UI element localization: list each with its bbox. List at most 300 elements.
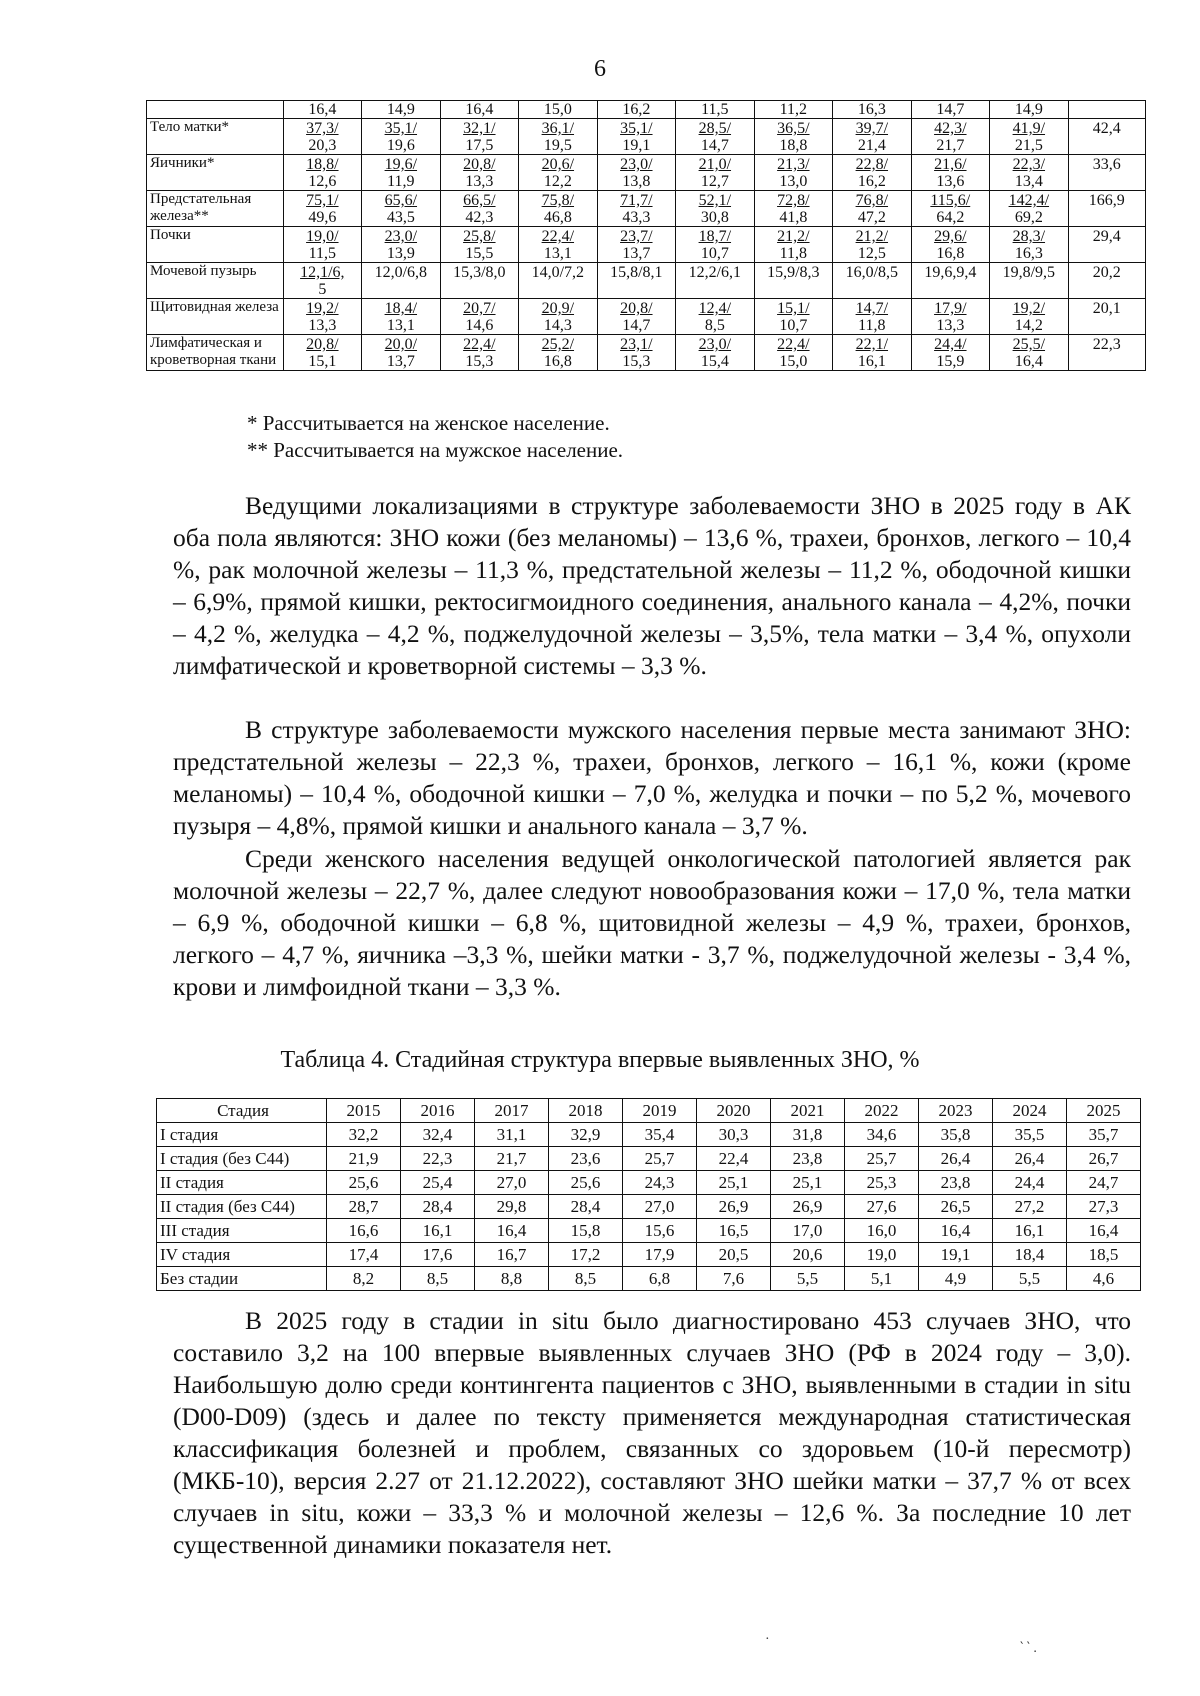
cell-value-top: 115,6/ — [930, 192, 971, 209]
table1-row-label: Почки — [147, 227, 284, 263]
table1-cell — [754, 227, 833, 263]
cell-value-bottom: 64,2 — [936, 209, 965, 226]
cell-value-top: 12,4/ — [698, 300, 732, 317]
table4-cell: 26,4 — [993, 1147, 1067, 1171]
cell-value-bottom: 20,3 — [308, 137, 337, 154]
cell-value-bottom: 14,7 — [700, 137, 729, 154]
table4-year-header: 2021 — [771, 1099, 845, 1123]
table1-row-label: Предстательная железа** — [147, 191, 284, 227]
table1-cell — [911, 299, 990, 335]
cell-value-top: 22,4/ — [777, 336, 810, 353]
table4-cell: 5,1 — [845, 1267, 919, 1291]
table4-cell: 22,4 — [697, 1147, 771, 1171]
cell-value-top: 14,0/7,2 — [531, 264, 585, 281]
table4-year-header: 2020 — [697, 1099, 771, 1123]
table1-cell — [283, 119, 362, 155]
table4-row-label: Без стадии — [157, 1267, 327, 1291]
cell-value-bottom: 13,3 — [308, 317, 337, 334]
cell-value-top: 21,3/ — [777, 156, 810, 173]
cell-value-bottom: 43,3 — [622, 209, 651, 226]
table4-cell: 35,4 — [623, 1123, 697, 1147]
table1-cell — [990, 335, 1069, 371]
cell-value-bottom: 13,8 — [622, 173, 651, 190]
table4-cell: 18,4 — [993, 1243, 1067, 1267]
cell-value-top: 35,1/ — [620, 120, 653, 137]
table1-cell — [1068, 155, 1145, 191]
table4-cell: 28,4 — [401, 1195, 475, 1219]
table1-cell — [1068, 335, 1145, 371]
cell-value-bottom: 12,6 — [308, 173, 337, 190]
cell-value-top: 22,4/ — [541, 228, 575, 245]
table4-cell: 20,5 — [697, 1243, 771, 1267]
table4-row-label: I стадия (без С44) — [157, 1147, 327, 1171]
cell-value-bottom: 13,7 — [386, 353, 415, 370]
table1-cell — [283, 227, 362, 263]
cell-value-top: 22,8/ — [855, 156, 889, 173]
table4-cell: 15,6 — [623, 1219, 697, 1243]
cell-value-top: 23,0/ — [620, 156, 653, 173]
cell-value-top: 12,2/6,1 — [688, 264, 742, 281]
cell-value-bottom: 19,1 — [622, 137, 651, 154]
table1-cell — [1068, 227, 1145, 263]
table4-cell: 27,3 — [1067, 1195, 1141, 1219]
cell-value-top: 42,3/ — [934, 120, 967, 137]
table1-row — [147, 299, 1146, 335]
page-number: 6 — [594, 56, 606, 82]
cell-value-top: 21,2/ — [777, 228, 810, 245]
cell-value-top: 20,0/ — [384, 336, 418, 353]
table1-cell — [519, 191, 598, 227]
cell-value-bottom: 15,4 — [700, 353, 729, 370]
table4-cell: 31,8 — [771, 1123, 845, 1147]
table4-year-header: 2022 — [845, 1099, 919, 1123]
table1-cell — [440, 227, 519, 263]
paragraph-leading-localizations: Ведущими локализациями в структуре заболеваемости ЗНО в 2025 году в АК оба пола являются: ЗНО кожи (без меланомы) – 13,6 %, трахеи, бронхов, легкого – 10,4 %, рак молочной железы – 11,3 %, предстательной железы – 11,2 %, ободочной кишки – 6,9%, прямой кишки, ректосигмоидного соединения, анального канала – 4,2%, почки – 4,2 %, желудка – 4,2 %, поджелудочной железы – 3,5%, тела матки – 3,4 %, опухоли лимфатической и кроветворной системы – 3,3 %. — [173, 491, 1131, 680]
cell-value-bottom: 16,3 — [1014, 245, 1043, 262]
cell-value-bottom: 43,5 — [386, 209, 415, 226]
cell-value-top: 20,7/ — [463, 300, 496, 317]
cell-value-bottom: 21,5 — [1014, 137, 1043, 154]
cell-value-bottom: 16,8 — [543, 353, 572, 370]
table4-cell: 28,7 — [327, 1195, 401, 1219]
table4-cell: 17,2 — [549, 1243, 623, 1267]
table4-row — [157, 1147, 1141, 1171]
table1-cell — [440, 299, 519, 335]
cell-value-top: 75,1/ — [306, 192, 339, 209]
table1-cell — [1068, 119, 1145, 155]
table1-cell — [362, 155, 441, 191]
cell-value-top: 20,9/ — [541, 300, 575, 317]
cell-value-top: 22,1/ — [855, 336, 889, 353]
cell-value-bottom: 12,5 — [857, 245, 886, 262]
table1-cell — [754, 191, 833, 227]
cell-value-top: 20,8/ — [306, 336, 339, 353]
table1-cell — [676, 263, 755, 299]
table1-cell — [283, 263, 362, 299]
table4-year-header: 2016 — [401, 1099, 475, 1123]
cell-value-top: 21,2/ — [855, 228, 889, 245]
cell-value-bottom: 14,7 — [622, 317, 651, 334]
cell-value-top: 35,1/ — [384, 120, 418, 137]
scan-speck: · — [765, 1632, 770, 1647]
table4-cell: 7,6 — [697, 1267, 771, 1291]
cell-value-top: 28,3/ — [1012, 228, 1046, 245]
table4-cell: 32,9 — [549, 1123, 623, 1147]
table1-cell — [440, 335, 519, 371]
table4-cell: 25,7 — [845, 1147, 919, 1171]
cell-value-bottom: 10,7 — [779, 317, 808, 334]
table1-cell — [362, 227, 441, 263]
table1-cell — [519, 299, 598, 335]
table4-cell: 34,6 — [845, 1123, 919, 1147]
cell-value-bottom: 15,0 — [779, 353, 808, 370]
table1-cell — [754, 263, 833, 299]
cell-value-top: 21,6/ — [934, 156, 967, 173]
table1-row — [147, 119, 1146, 155]
table4-cell: 17,4 — [327, 1243, 401, 1267]
table4-cell: 25,1 — [697, 1171, 771, 1195]
table4-cell: 8,5 — [401, 1267, 475, 1291]
table1-cell — [519, 119, 598, 155]
cell-value-top: 39,7/ — [855, 120, 889, 137]
table4-cell: 27,6 — [845, 1195, 919, 1219]
cell-value-bottom: 16,2 — [857, 173, 886, 190]
cell-value-top: 22,3 — [1092, 336, 1121, 353]
table4-cell: 8,5 — [549, 1267, 623, 1291]
table1-cell — [597, 119, 676, 155]
table1-cell — [676, 299, 755, 335]
table4-cell: 17,9 — [623, 1243, 697, 1267]
table1-cell — [1068, 191, 1145, 227]
table4-cell: 26,9 — [697, 1195, 771, 1219]
cell-value-top: 65,6/ — [384, 192, 418, 209]
cell-value-bottom: 11,5 — [308, 245, 337, 262]
table1-cell — [519, 227, 598, 263]
table4-cell: 5,5 — [771, 1267, 845, 1291]
table1-cell — [911, 155, 990, 191]
cell-value-bottom: 13,1 — [386, 317, 415, 334]
table1-cell — [990, 119, 1069, 155]
cell-value-bottom: 41,8 — [779, 209, 808, 226]
table1-cell — [833, 335, 912, 371]
table1-cell — [1068, 299, 1145, 335]
table4-cell: 23,6 — [549, 1147, 623, 1171]
table4-cell: 27,0 — [475, 1171, 549, 1195]
table4-cell: 35,7 — [1067, 1123, 1141, 1147]
table1-cell — [676, 119, 755, 155]
cell-value-bottom: 15,3 — [465, 353, 494, 370]
cell-value-top: 19,0/ — [306, 228, 339, 245]
table4-year-header: 2019 — [623, 1099, 697, 1123]
table1-cell — [362, 191, 441, 227]
table4-cell: 32,4 — [401, 1123, 475, 1147]
table4-cell: 30,3 — [697, 1123, 771, 1147]
cell-value-bottom: 14,6 — [465, 317, 494, 334]
table4-cell: 28,4 — [549, 1195, 623, 1219]
table4-row — [157, 1123, 1141, 1147]
table4-row-label: III стадия — [157, 1219, 327, 1243]
table4-cell: 15,8 — [549, 1219, 623, 1243]
cell-value-top: 36,1/ — [541, 120, 575, 137]
cell-value-top: 19,6/ — [384, 156, 418, 173]
cell-value-top: 32,1/ — [463, 120, 496, 137]
table4-cell: 17,0 — [771, 1219, 845, 1243]
table4-cell: 6,8 — [623, 1267, 697, 1291]
table4-row — [157, 1267, 1141, 1291]
table1-cell — [754, 155, 833, 191]
cell-value-top: 21,0/ — [698, 156, 732, 173]
table1-cell — [597, 191, 676, 227]
table1-cell — [754, 299, 833, 335]
table1-cell — [676, 191, 755, 227]
table4-cell: 19,0 — [845, 1243, 919, 1267]
cell-value-top: 19,2/ — [306, 300, 339, 317]
table1-cell — [754, 119, 833, 155]
cell-value-top: 72,8/ — [777, 192, 810, 209]
table1-cell — [597, 335, 676, 371]
cell-value-top: 22,3/ — [1012, 156, 1046, 173]
cell-value-top: 52,1/ — [698, 192, 732, 209]
table1-row — [147, 155, 1146, 191]
table4-cell: 19,1 — [919, 1243, 993, 1267]
table1-cell — [833, 227, 912, 263]
table1-row-label: Щитовидная железа — [147, 299, 284, 335]
table1-cell — [911, 191, 990, 227]
table4-cell: 25,6 — [327, 1171, 401, 1195]
cell-value-bottom: 15,5 — [465, 245, 494, 262]
table1-cell — [597, 155, 676, 191]
table1-cell — [1068, 101, 1145, 119]
table1-cell — [990, 155, 1069, 191]
table4-cell: 24,7 — [1067, 1171, 1141, 1195]
table4-cell: 23,8 — [771, 1147, 845, 1171]
table4-cell: 16,6 — [327, 1219, 401, 1243]
table4-caption: Таблица 4. Стадийная структура впервые выявленных ЗНО, % — [280, 1047, 920, 1073]
table4-cell: 26,4 — [919, 1147, 993, 1171]
cell-value-bottom: 14,2 — [1014, 317, 1043, 334]
table1-row — [147, 191, 1146, 227]
table4-cell: 25,7 — [623, 1147, 697, 1171]
cell-value-bottom: 46,8 — [543, 209, 572, 226]
cell-value-bottom: 13,7 — [622, 245, 651, 262]
cell-value-top: 29,4 — [1092, 228, 1121, 245]
table4-cell: 16,4 — [1067, 1219, 1141, 1243]
table4-cell: 35,5 — [993, 1123, 1067, 1147]
table1-cell — [362, 119, 441, 155]
table4-year-header: 2025 — [1067, 1099, 1141, 1123]
table1-cell — [676, 155, 755, 191]
table4-row-label: I стадия — [157, 1123, 327, 1147]
cell-value-top: 18,7/ — [698, 228, 732, 245]
table1-cell — [833, 119, 912, 155]
table4-cell: 16,7 — [475, 1243, 549, 1267]
table1-cell — [833, 299, 912, 335]
cell-value-bottom: 12,7 — [700, 173, 729, 190]
table1-cell — [990, 227, 1069, 263]
cell-value-bottom: 15,1 — [308, 353, 337, 370]
table1-cell: 15,0 — [519, 101, 598, 119]
cell-value-bottom: 42,3 — [465, 209, 494, 226]
table1-cell: 16,3 — [833, 101, 912, 119]
table1-cell — [597, 227, 676, 263]
cell-value-bottom: 49,6 — [308, 209, 337, 226]
cell-value-bottom: 47,2 — [857, 209, 886, 226]
scan-speck: ‵ ‵ . — [1020, 1641, 1037, 1656]
table4-cell: 26,7 — [1067, 1147, 1141, 1171]
cell-value-top: 25,8/ — [463, 228, 496, 245]
cell-value-bottom: 16,1 — [857, 353, 886, 370]
table4-cell: 24,4 — [993, 1171, 1067, 1195]
table1-cell: 14,9 — [362, 101, 441, 119]
table1-row-label: Тело матки* — [147, 119, 284, 155]
table1-cell — [911, 119, 990, 155]
table1-cell — [440, 155, 519, 191]
table4-row — [157, 1243, 1141, 1267]
cell-value-top: 36,5/ — [777, 120, 810, 137]
stage-structure-table — [156, 1098, 1141, 1291]
cell-value-top: 15,9/8,3 — [767, 264, 820, 281]
table1-cell — [911, 335, 990, 371]
paragraph-female-structure: Среди женского населения ведущей онкологической патологией является рак молочной железы – 22,7 %, далее следуют новообразования кожи – 17,0 %, тела матки – 6,9 %, ободочной кишки – 6,8 %, щитовидной железы – 4,9 %, трахеи, бронхов, легкого – 4,7 %, яичника –3,3 %, шейки матки - 3,7 %, поджелудочной железы - 3,4 %, крови и лимфоидной ткани – 3,3 %. — [173, 844, 1131, 1001]
table1-cell — [519, 155, 598, 191]
table4-row-label: II стадия (без С44) — [157, 1195, 327, 1219]
table1-cell — [597, 299, 676, 335]
table1-cell — [283, 191, 362, 227]
table4-cell: 27,2 — [993, 1195, 1067, 1219]
cell-value-top: 23,0/ — [698, 336, 732, 353]
table1-cell — [440, 263, 519, 299]
table1-row-label: Яичники* — [147, 155, 284, 191]
table4-cell: 4,6 — [1067, 1267, 1141, 1291]
table1-cell — [519, 263, 598, 299]
table4-year-header: 2015 — [327, 1099, 401, 1123]
cell-value-top: 25,5/ — [1012, 336, 1046, 353]
cell-value-top: 37,3/ — [306, 120, 339, 137]
cell-value-top: 20,2 — [1092, 264, 1121, 281]
cell-value-top: 12,0/6,8 — [374, 264, 428, 281]
table4-year-header: 2023 — [919, 1099, 993, 1123]
table4-cell: 22,3 — [401, 1147, 475, 1171]
table4-cell: 16,4 — [475, 1219, 549, 1243]
cell-value-bottom: 13,6 — [936, 173, 965, 190]
cell-value-top: 24,4/ — [934, 336, 967, 353]
table1-cell — [1068, 263, 1145, 299]
cell-value-top: 71,7/ — [620, 192, 653, 209]
table4-cell: 26,5 — [919, 1195, 993, 1219]
table4-cell: 8,8 — [475, 1267, 549, 1291]
cell-value-top: 15,3/8,0 — [453, 264, 506, 281]
cell-value-bottom: 16,4 — [1014, 353, 1043, 370]
cell-value-bottom: 17,5 — [465, 137, 494, 154]
cell-value-top: 20,1 — [1092, 300, 1121, 317]
cell-value-top: 14,7/ — [855, 300, 889, 317]
cell-value-top: 25,2/ — [541, 336, 575, 353]
cell-value-top: 33,6 — [1092, 156, 1121, 173]
table1-cell — [440, 119, 519, 155]
table4-cell: 25,3 — [845, 1171, 919, 1195]
table4-cell: 18,5 — [1067, 1243, 1141, 1267]
table4-row — [157, 1171, 1141, 1195]
cell-value-top: 142,4/ — [1008, 192, 1050, 209]
table1-cell: 16,2 — [597, 101, 676, 119]
cell-value-top: 23,0/ — [384, 228, 418, 245]
table4-cell: 16,4 — [919, 1219, 993, 1243]
table4-cell: 31,1 — [475, 1123, 549, 1147]
table1-cell — [990, 263, 1069, 299]
table1-row-label: Лимфатическая и кроветворная ткани — [147, 335, 284, 371]
table1-cell — [676, 335, 755, 371]
cell-value-bottom: 13,0 — [779, 173, 808, 190]
table1-cell: 11,2 — [754, 101, 833, 119]
table1-cell — [519, 335, 598, 371]
cell-value-bottom: 10,7 — [700, 245, 729, 262]
table4-cell: 16,0 — [845, 1219, 919, 1243]
table1-row — [147, 335, 1146, 371]
table4-cell: 4,9 — [919, 1267, 993, 1291]
cell-value-bottom: 13,1 — [543, 245, 572, 262]
cell-value-bottom: 5 — [318, 281, 327, 298]
table4-year-header: 2024 — [993, 1099, 1067, 1123]
paragraph-in-situ: В 2025 году в стадии in situ было диагностировано 453 случаев ЗНО, что составило 3,2 на 100 впервые выявленных случаев ЗНО (РФ в 2024 году – 3,0). Наибольшую долю среди контингента пациентов с ЗНО, выявленными в стадии in situ (D00-D09) (здесь и далее по тексту применяется международная статистическая классификация болезней и проблем, связанных со здоровьем (10-й пересмотр) (МКБ-10), версия 2.27 от 21.12.2022), составляют ЗНО шейки матки – 37,7 % от всех случаев in situ, кожи – 33,3 % и молочной железы – 12,6 %. За последние 10 лет существенной динамики показателя нет. — [173, 1306, 1131, 1559]
cell-value-top: 17,9/ — [934, 300, 967, 317]
cell-value-top: 15,1/ — [777, 300, 810, 317]
table4-cell: 5,5 — [993, 1267, 1067, 1291]
cell-value-top: 15,8/8,1 — [610, 264, 663, 281]
table4-cell: 26,9 — [771, 1195, 845, 1219]
table1-cell — [283, 299, 362, 335]
table1-row — [147, 227, 1146, 263]
table1-cell — [990, 191, 1069, 227]
table4-row-label: II стадия — [157, 1171, 327, 1195]
table4-cell: 23,8 — [919, 1171, 993, 1195]
table1-cell: 16,4 — [283, 101, 362, 119]
cell-value-bottom: 69,2 — [1014, 209, 1043, 226]
cell-value-bottom: 11,8 — [779, 245, 808, 262]
cell-value-top: 23,1/ — [620, 336, 653, 353]
table1-cell: 14,7 — [911, 101, 990, 119]
cell-value-top: 18,4/ — [384, 300, 418, 317]
cell-value-bottom: 16,8 — [936, 245, 965, 262]
cell-value-top: 19,2/ — [1012, 300, 1046, 317]
cell-value-top: 22,4/ — [463, 336, 496, 353]
cell-value-bottom: 13,3 — [465, 173, 494, 190]
cell-value-top: 20,6/ — [541, 156, 575, 173]
table1-cell — [362, 263, 441, 299]
table4-cell: 25,6 — [549, 1171, 623, 1195]
table4-cell: 8,2 — [327, 1267, 401, 1291]
table1-row-label: Мочевой пузырь — [147, 263, 284, 299]
table4-year-header: 2017 — [475, 1099, 549, 1123]
table4-header-stage: Стадия — [157, 1099, 327, 1123]
table4-cell: 32,2 — [327, 1123, 401, 1147]
cell-value-top: 42,4 — [1092, 120, 1121, 137]
cell-value-bottom: 13,9 — [386, 245, 415, 262]
cell-value-top: 20,8/ — [620, 300, 653, 317]
cell-value-bottom: 11,9 — [387, 173, 415, 190]
cell-value-bottom: 15,9 — [936, 353, 965, 370]
table4-cell: 20,6 — [771, 1243, 845, 1267]
incidence-table-continuation — [146, 100, 1146, 371]
table1-cell — [283, 155, 362, 191]
cell-value-top: 19,8/9,5 — [1002, 264, 1056, 281]
cell-value-top: 19,6,9,4 — [924, 264, 977, 281]
table1-cell — [676, 227, 755, 263]
table4-cell: 16,1 — [993, 1219, 1067, 1243]
table4-cell: 27,0 — [623, 1195, 697, 1219]
table1-cell: 11,5 — [676, 101, 755, 119]
cell-value-top: 75,8/ — [541, 192, 575, 209]
table4-year-header: 2018 — [549, 1099, 623, 1123]
